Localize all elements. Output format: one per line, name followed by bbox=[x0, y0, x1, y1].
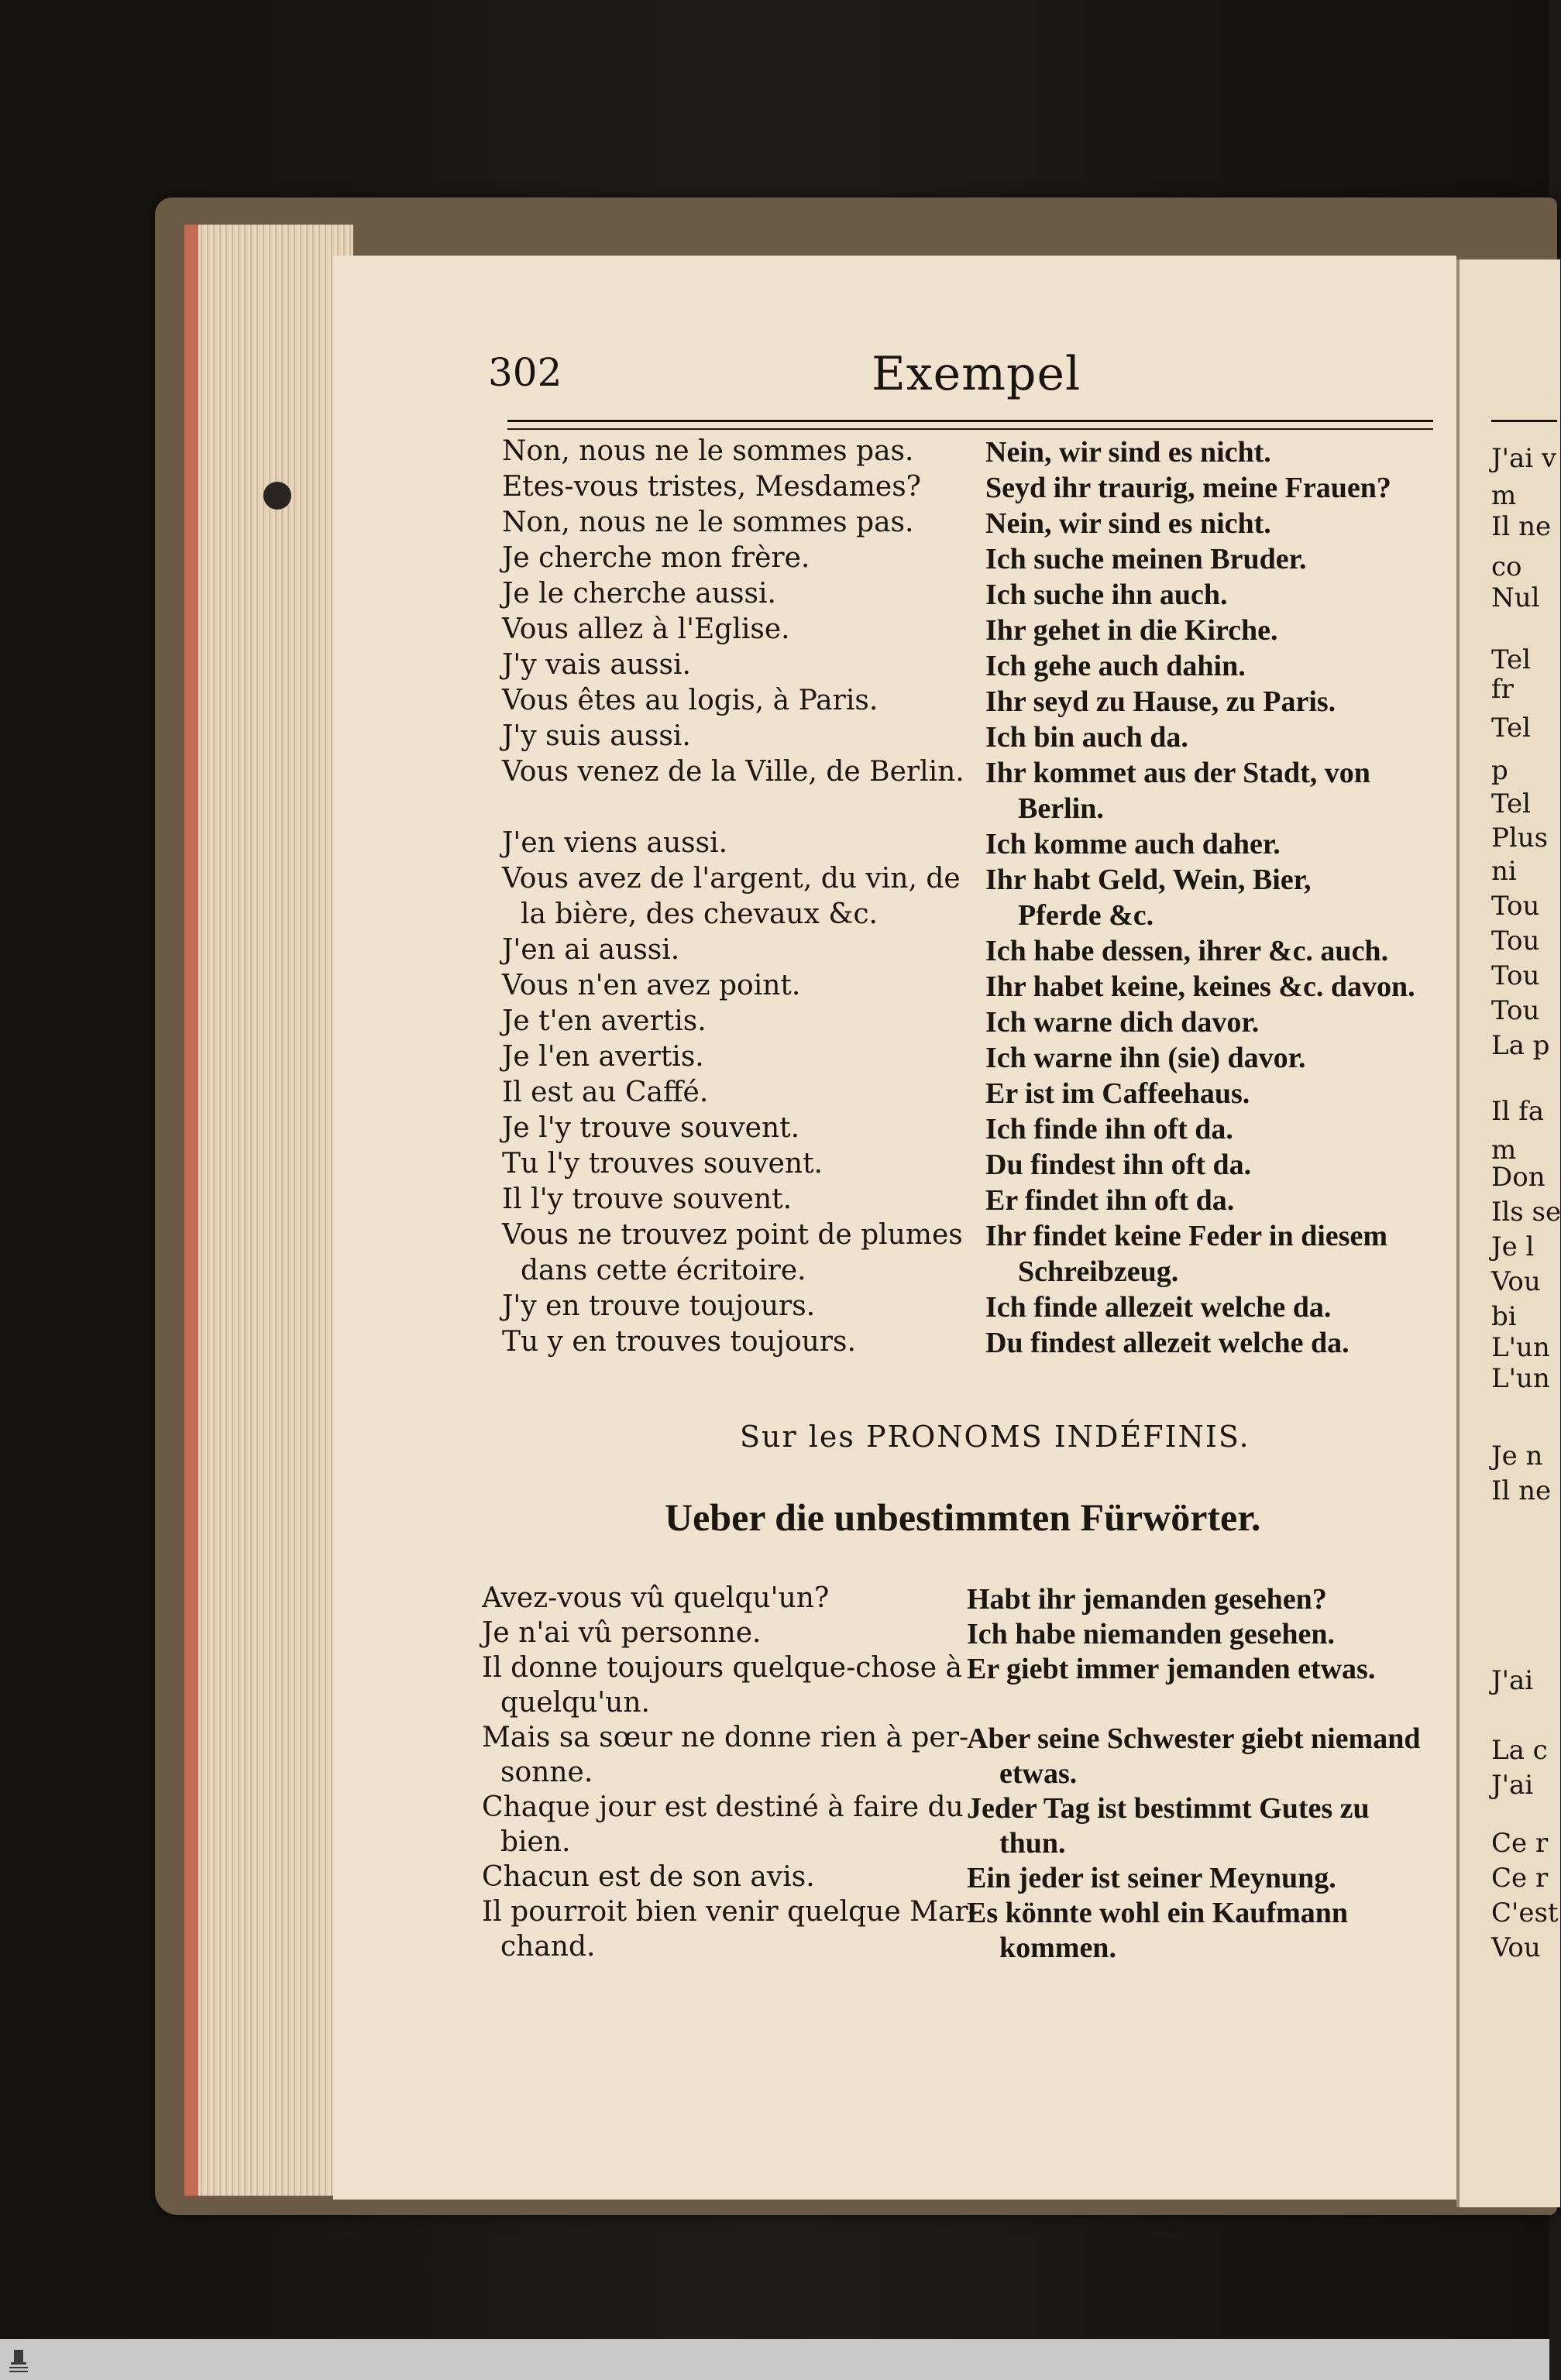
binding-hole bbox=[263, 482, 291, 510]
french-line: Non, nous ne le sommes pas. bbox=[502, 435, 914, 467]
french-line: Vous allez à l'Eglise. bbox=[502, 613, 790, 645]
french-line: J'y vais aussi. bbox=[502, 649, 691, 681]
german-line: Er giebt immer jemanden etwas. bbox=[967, 1653, 1376, 1685]
facing-page-fragment: La p bbox=[1491, 1030, 1550, 1061]
german-line-cont: thun. bbox=[999, 1827, 1066, 1860]
header-rule bbox=[507, 420, 1433, 430]
page-edges bbox=[184, 225, 353, 2196]
french-line: Etes-vous tristes, Mesdames? bbox=[502, 471, 921, 503]
german-line: Ein jeder ist seiner Meynung. bbox=[967, 1862, 1336, 1894]
french-line: Tu y en trouves toujours. bbox=[502, 1326, 856, 1358]
german-line-cont: Schreibzeug. bbox=[1018, 1255, 1179, 1288]
facing-page-fragment: fr bbox=[1491, 674, 1514, 705]
facing-page-fragment: m bbox=[1491, 480, 1517, 511]
french-line: Vous êtes au logis, à Paris. bbox=[502, 685, 878, 716]
facing-page-fragment: Tel bbox=[1491, 788, 1532, 819]
facing-page-fragment: bi bbox=[1491, 1301, 1517, 1332]
german-line-cont: Pferde &c. bbox=[1018, 899, 1154, 932]
facing-page-fragment: Je l bbox=[1491, 1231, 1535, 1262]
french-line: Je cherche mon frère. bbox=[502, 542, 810, 574]
german-line: Ich habe niemanden gesehen. bbox=[967, 1618, 1336, 1650]
french-line: Vous venez de la Ville, de Berlin. bbox=[502, 756, 964, 788]
french-line: Tu l'y trouves souvent. bbox=[502, 1148, 823, 1180]
french-line: Chaque jour est destiné à faire du bbox=[482, 1791, 964, 1823]
facing-page-fragment: Il ne bbox=[1491, 511, 1552, 542]
french-line-cont: dans cette écritoire. bbox=[521, 1255, 806, 1286]
german-line: Ich suche meinen Bruder. bbox=[985, 543, 1307, 575]
facing-page-fragment: Tou bbox=[1491, 926, 1540, 956]
facing-page-fragment: p bbox=[1491, 755, 1508, 786]
facing-page-fragment: m bbox=[1491, 1135, 1517, 1166]
german-line: Du findest allezeit welche da. bbox=[985, 1327, 1350, 1359]
german-line: Er findet ihn oft da. bbox=[985, 1184, 1235, 1217]
french-line: J'en ai aussi. bbox=[502, 934, 680, 966]
french-line-cont: bien. bbox=[500, 1826, 571, 1858]
french-line: Je l'y trouve souvent. bbox=[502, 1112, 800, 1144]
facing-page-fragment: Tou bbox=[1491, 891, 1540, 922]
facing-page-fragment: Plus bbox=[1491, 823, 1549, 853]
german-line: Aber seine Schwester giebt niemand bbox=[967, 1722, 1421, 1755]
french-line: J'y suis aussi. bbox=[502, 720, 691, 752]
facing-page-fragment: Tel bbox=[1491, 713, 1532, 744]
french-line: J'y en trouve toujours. bbox=[502, 1290, 816, 1322]
french-line-cont: sonne. bbox=[500, 1757, 593, 1788]
french-line-cont: la bière, des chevaux &c. bbox=[521, 898, 878, 930]
facing-page-fragment: J'ai bbox=[1491, 1770, 1534, 1801]
german-line: Ihr gehet in die Kirche. bbox=[985, 614, 1278, 647]
german-line: Nein, wir sind es nicht. bbox=[985, 436, 1271, 469]
german-line: Ihr habt Geld, Wein, Bier, bbox=[985, 864, 1312, 896]
facing-page-fragment: J'ai v bbox=[1491, 443, 1557, 474]
facing-page-fragment: Tel bbox=[1491, 644, 1532, 675]
french-line: Non, nous ne le sommes pas. bbox=[502, 507, 914, 538]
german-line: Ihr findet keine Feder in diesem bbox=[985, 1220, 1387, 1252]
facing-page-fragment: Don bbox=[1491, 1162, 1546, 1193]
facing-page-fragment: Je n bbox=[1491, 1441, 1543, 1472]
facing-page-fragment: La c bbox=[1491, 1735, 1548, 1766]
german-line: Ihr kommet aus der Stadt, von bbox=[985, 757, 1370, 789]
german-line: Es könnte wohl ein Kaufmann bbox=[967, 1897, 1349, 1929]
facing-page-fragment: L'un bbox=[1491, 1363, 1550, 1394]
german-line: Ich bin auch da. bbox=[985, 721, 1188, 754]
german-line: Ich gehe auch dahin. bbox=[985, 650, 1246, 682]
facing-header-rule bbox=[1491, 420, 1557, 426]
facing-page-fragment: L'un bbox=[1491, 1332, 1550, 1363]
french-line: Je n'ai vû personne. bbox=[482, 1617, 762, 1649]
french-line: Il l'y trouve souvent. bbox=[502, 1183, 793, 1215]
french-line: Vous avez de l'argent, du vin, de bbox=[502, 863, 961, 895]
facing-page-fragment: Nul bbox=[1491, 582, 1540, 613]
german-line: Er ist im Caffeehaus. bbox=[985, 1077, 1250, 1110]
section-title-fr: Sur les PRONOMS INDÉFINIS. bbox=[740, 1420, 1250, 1454]
french-line: Vous n'en avez point. bbox=[502, 970, 801, 1001]
section-title-de: Ueber die unbestimmten Fürwörter. bbox=[665, 1496, 1261, 1539]
german-line-cont: kommen. bbox=[999, 1932, 1116, 1964]
french-line-cont: quelqu'un. bbox=[500, 1687, 650, 1719]
french-line: Il pourroit bien venir quelque Mar- bbox=[482, 1896, 978, 1928]
facing-page-fragment: Vou bbox=[1491, 1932, 1541, 1963]
facing-page-fragment: Ils se bbox=[1491, 1197, 1561, 1228]
french-line: J'en viens aussi. bbox=[502, 827, 728, 859]
facing-page-fragment: J'ai bbox=[1491, 1665, 1534, 1696]
facing-page-fragment: Il fa bbox=[1491, 1096, 1544, 1127]
french-line: Je le cherche aussi. bbox=[502, 578, 776, 610]
french-line: Chacun est de son avis. bbox=[482, 1861, 815, 1893]
german-line: Ich finde ihn oft da. bbox=[985, 1113, 1233, 1145]
facing-page-fragment: Tou bbox=[1491, 960, 1540, 991]
facing-page-fragment: co bbox=[1491, 551, 1522, 582]
french-line: Mais sa sœur ne donne rien à per- bbox=[482, 1722, 969, 1753]
german-line: Ich warne ihn (sie) davor. bbox=[985, 1042, 1306, 1074]
facing-page-fragment: Ce r bbox=[1491, 1863, 1549, 1894]
german-line: Ihr seyd zu Hause, zu Paris. bbox=[985, 685, 1336, 718]
german-line: Nein, wir sind es nicht. bbox=[985, 507, 1271, 540]
german-line: Ich komme auch daher. bbox=[985, 828, 1281, 860]
french-line: Je l'en avertis. bbox=[502, 1041, 704, 1073]
library-logo-icon bbox=[6, 2347, 31, 2375]
german-line: Jeder Tag ist bestimmt Gutes zu bbox=[967, 1792, 1370, 1825]
page-number: 302 bbox=[488, 350, 562, 395]
german-line: Ihr habet keine, keines &c. davon. bbox=[985, 970, 1415, 1003]
german-line: Ich habe dessen, ihrer &c. auch. bbox=[985, 935, 1389, 967]
french-line-cont: chand. bbox=[500, 1931, 596, 1963]
german-line: Habt ihr jemanden gesehen? bbox=[967, 1583, 1327, 1616]
german-line: Ich warne dich davor. bbox=[985, 1006, 1260, 1039]
german-line: Seyd ihr traurig, meine Frauen? bbox=[985, 472, 1391, 504]
german-line: Ich finde allezeit welche da. bbox=[985, 1291, 1332, 1324]
running-head: Exempel bbox=[872, 347, 1081, 401]
facing-page-fragment: Vou bbox=[1491, 1266, 1541, 1297]
facing-page-fragment: Tou bbox=[1491, 995, 1540, 1026]
french-line: Avez-vous vû quelqu'un? bbox=[482, 1582, 830, 1614]
french-line: Il est au Caffé. bbox=[502, 1077, 709, 1108]
french-line: Vous ne trouvez point de plumes bbox=[502, 1219, 963, 1251]
german-line: Ich suche ihn auch. bbox=[985, 579, 1228, 611]
facing-page-fragment: ni bbox=[1491, 856, 1517, 887]
german-line-cont: Berlin. bbox=[1018, 792, 1104, 825]
facing-page-fragment: Ce r bbox=[1491, 1828, 1549, 1859]
facing-page-fragment: Il ne bbox=[1491, 1475, 1552, 1506]
german-line: Du findest ihn oft da. bbox=[985, 1149, 1252, 1181]
french-line: Il donne toujours quelque-chose à bbox=[482, 1652, 962, 1684]
viewer-footer bbox=[0, 2339, 1549, 2380]
french-line: Je t'en avertis. bbox=[502, 1005, 707, 1037]
german-line-cont: etwas. bbox=[999, 1757, 1078, 1790]
facing-page-fragment: C'est bbox=[1491, 1897, 1559, 1928]
